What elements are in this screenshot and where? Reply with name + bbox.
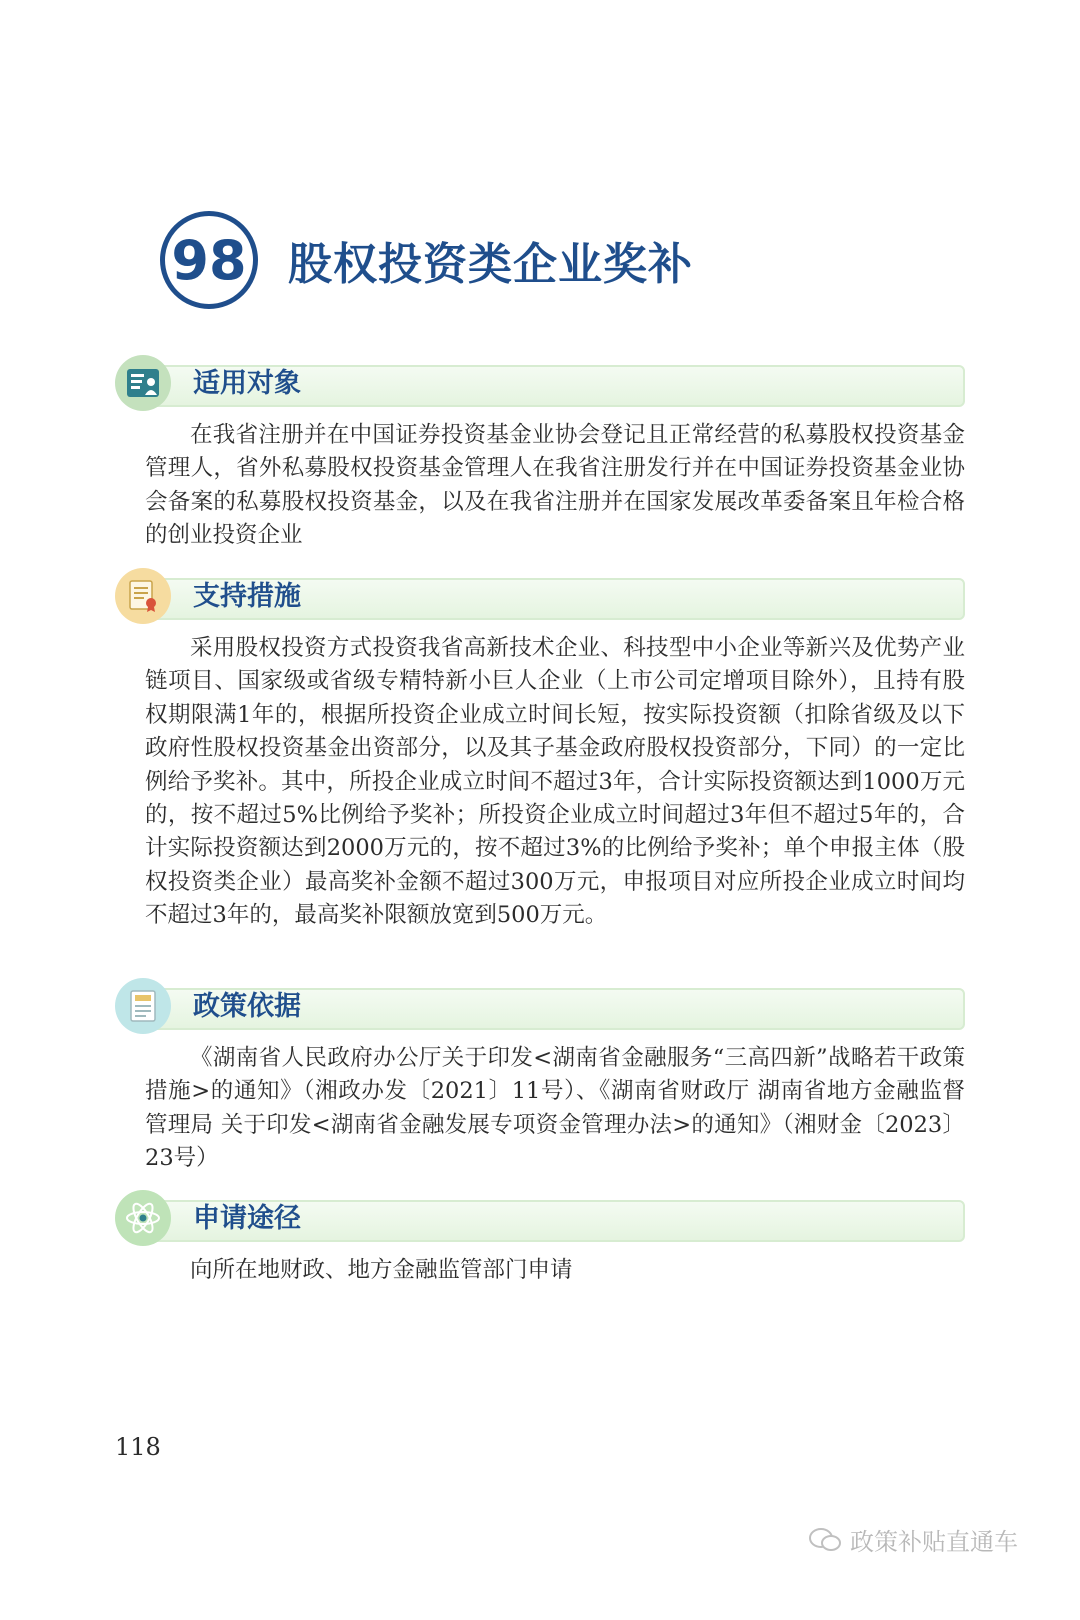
- item-number-badge: 98: [160, 211, 258, 309]
- page-title: 股权投资类企业奖补: [288, 239, 693, 290]
- section-applicable-targets: [115, 355, 965, 553]
- document-icon: [115, 978, 171, 1034]
- section-body: 向所在地财政、地方金融监管部门申请: [190, 1257, 573, 1283]
- section-title: 政策依据: [193, 991, 301, 1022]
- page-number: 118: [115, 1433, 161, 1461]
- certificate-icon: [115, 568, 171, 624]
- section-header: [115, 355, 965, 411]
- section-body: 《湖南省人民政府办公厅关于印发<湖南省金融服务“三高四新”战略若干政策措施>的通知》（湘政办发〔2021〕11号）、《湖南省财政厅 湖南省地方金融监督管理局 关于印发<湖南省金融发展专项资金管理办法>的通知》（湘财金〔2023〕23号）: [145, 1045, 965, 1172]
- section-body: 在我省注册并在中国证券投资基金业协会登记且正常经营的私募股权投资基金管理人，省外私募股权投资基金管理人在我省注册发行并在中国证券投资基金业协会备案的私募股权投资基金，以及在我省注册并在国家发展改革委备案且年检合格的创业投资企业: [145, 422, 965, 549]
- section-policy-basis: [115, 978, 965, 1176]
- section-header: [115, 568, 965, 624]
- section-support-measures: [115, 568, 965, 933]
- section-title: 支持措施: [193, 581, 301, 612]
- page-title-row: [160, 210, 693, 310]
- section-header: [115, 978, 965, 1034]
- watermark-text: 政策补贴直通车: [850, 1528, 1018, 1556]
- section-application-route: [115, 1190, 965, 1287]
- watermark: [808, 1522, 1018, 1557]
- section-header: [115, 1190, 965, 1246]
- section-title: 申请途径: [193, 1203, 301, 1234]
- chat-bubble-icon: [808, 1526, 842, 1554]
- id-card-icon: [115, 355, 171, 411]
- section-title: 适用对象: [193, 368, 301, 399]
- section-body: 采用股权投资方式投资我省高新技术企业、科技型中小企业等新兴及优势产业链项目、国家级或省级专精特新小巨人企业（上市公司定增项目除外），且持有股权期限满1年的，根据所投资企业成立时间长短，按实际投资额（扣除省级及以下政府性股权投资基金出资部分，以及其子基金政府股权投资部分，下同）的一定比例给予奖补。其中，所投企业成立时间不超过3年，合计实际投资额达到1000万元的，按不超过5%比例给予奖补；所投资企业成立时间超过3年但不超过5年的，合计实际投资额达到2000万元的，按不超过3%的比例给予奖补；单个申报主体（股权投资类企业）最高奖补金额不超过300万元，申报项目对应所投企业成立时间均不超过3年的，最高奖补限额放宽到500万元。: [145, 635, 965, 929]
- atom-icon: [115, 1190, 171, 1246]
